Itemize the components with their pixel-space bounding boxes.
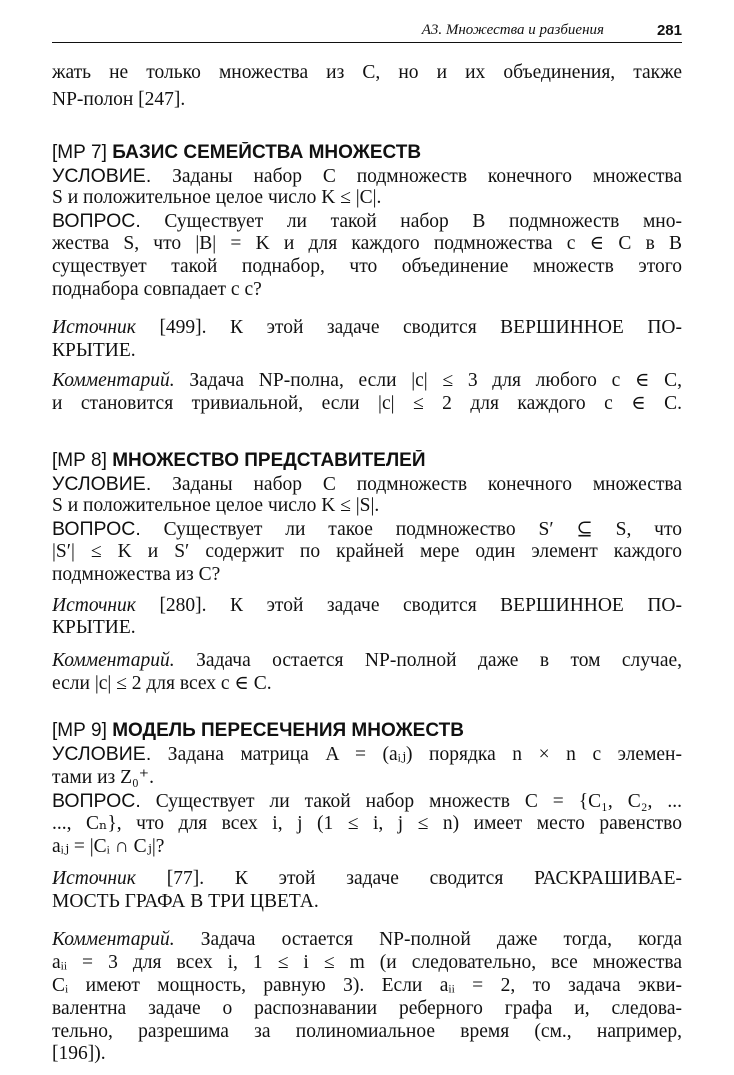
question-line: подмножества из C? [52, 564, 221, 585]
comment-line [52, 929, 682, 951]
condition-line: тами из Z₀⁺. [52, 767, 154, 788]
comment-line: и становится тривиальной, если |c| ≤ 2 для каждого c ∈ C. [52, 393, 682, 414]
problem-heading [52, 720, 682, 742]
question-label: ВОПРОС. [52, 210, 141, 232]
problem-title: МНОЖЕСТВО ПРЕДСТАВИТЕЛЕЙ [112, 450, 426, 471]
running-header [52, 22, 682, 43]
question-label: ВОПРОС. [52, 790, 141, 812]
question-line [52, 790, 682, 813]
source-line: МОСТЬ ГРАФА В ТРИ ЦВЕТА. [52, 891, 319, 912]
comment-line: aᵢᵢ = 3 для всех i, 1 ≤ i ≤ m (и следовательно, все множества [52, 952, 682, 973]
problem-title: БАЗИС СЕМЕЙСТВА МНОЖЕСТВ [112, 142, 422, 163]
problem-tag: [МР 7] [52, 142, 107, 163]
intro-line: жать не только множества из C, но и их объединения, также [52, 62, 682, 83]
comment-label: Комментарий. [52, 929, 175, 950]
source-line [52, 595, 682, 617]
source-label: Источник [52, 317, 136, 338]
running-title: А3. Множества и разбиения [421, 22, 604, 38]
problem-heading [52, 450, 682, 472]
question-line: существует такой поднабор, что объединение множеств этого [52, 256, 682, 277]
source-text: [499]. К этой задаче сводится ВЕРШИННОЕ ПО- [159, 317, 682, 338]
comment-line: валентна задаче о распознавании реберного графа и, следова- [52, 998, 682, 1019]
problem-tag: [МР 8] [52, 450, 107, 471]
condition-line [52, 165, 682, 188]
question-line: |S′| ≤ K и S′ содержит по крайней мере один элемент каждого [52, 541, 682, 562]
condition-label: УСЛОВИЕ. [52, 743, 152, 765]
comment-line: Cᵢ имеют мощность, равную 3). Если aᵢᵢ = 2, то задача экви- [52, 975, 682, 996]
question-line: жества S, что |B| = K и для каждого подмножества c ∈ C в B [52, 233, 682, 254]
comment-text: Задача NP-полна, если |c| ≤ 3 для любого c ∈ C, [189, 370, 682, 391]
source-label: Источник [52, 595, 136, 616]
question-line [52, 518, 682, 541]
question-text: Существует ли такой набор B подмножеств мно- [164, 211, 682, 232]
question-line: ..., Cₙ}, что для всех i, j (1 ≤ i, j ≤ n) имеет место равенство [52, 813, 682, 834]
question-text: Существует ли такое подмножество S′ ⊆ S, что [163, 519, 682, 540]
comment-label: Комментарий. [52, 370, 175, 391]
question-label: ВОПРОС. [52, 518, 141, 540]
condition-line: S и положительное целое число K ≤ |C|. [52, 187, 382, 208]
condition-text: Заданы набор C подмножеств конечного множества [172, 474, 682, 495]
comment-line: тельно, разрешима за полиномиальное время (см., например, [52, 1021, 682, 1042]
comment-text: Задача остается NP-полной даже в том случае, [196, 650, 682, 671]
intro-line: NP-полон [247]. [52, 89, 186, 110]
condition-text: Заданы набор C подмножеств конечного множества [172, 166, 682, 187]
comment-line: [196]). [52, 1043, 106, 1064]
comment-line [52, 370, 682, 392]
problem-tag: [МР 9] [52, 720, 107, 741]
comment-text: Задача остается NP-полной даже тогда, когда [200, 929, 682, 950]
page-number: 281 [656, 22, 682, 39]
comment-line [52, 650, 682, 672]
source-line [52, 317, 682, 339]
comment-line: если |c| ≤ 2 для всех c ∈ C. [52, 673, 272, 694]
source-line [52, 868, 682, 890]
problem-title: МОДЕЛЬ ПЕРЕСЕЧЕНИЯ МНОЖЕСТВ [112, 720, 464, 741]
condition-text: Задана матрица A = (aᵢⱼ) порядка n × n с элемен- [167, 744, 682, 765]
question-line: поднабора совпадает с c? [52, 279, 262, 300]
condition-line [52, 473, 682, 496]
source-line: КРЫТИЕ. [52, 617, 136, 638]
source-text: [77]. К этой задаче сводится РАСКРАШИВАЕ- [166, 868, 682, 889]
question-text: Существует ли такой набор множеств C = {C₁, C₂, ... [155, 791, 682, 812]
source-line: КРЫТИЕ. [52, 340, 136, 361]
condition-line: S и положительное целое число K ≤ |S|. [52, 495, 380, 516]
condition-label: УСЛОВИЕ. [52, 165, 152, 187]
condition-label: УСЛОВИЕ. [52, 473, 152, 495]
problem-heading [52, 142, 682, 164]
source-text: [280]. К этой задаче сводится ВЕРШИННОЕ ПО- [159, 595, 682, 616]
source-label: Источник [52, 868, 136, 889]
condition-line [52, 743, 682, 766]
question-line [52, 210, 682, 233]
question-line: aᵢⱼ = |Cᵢ ∩ Cⱼ|? [52, 836, 165, 857]
comment-label: Комментарий. [52, 650, 175, 671]
